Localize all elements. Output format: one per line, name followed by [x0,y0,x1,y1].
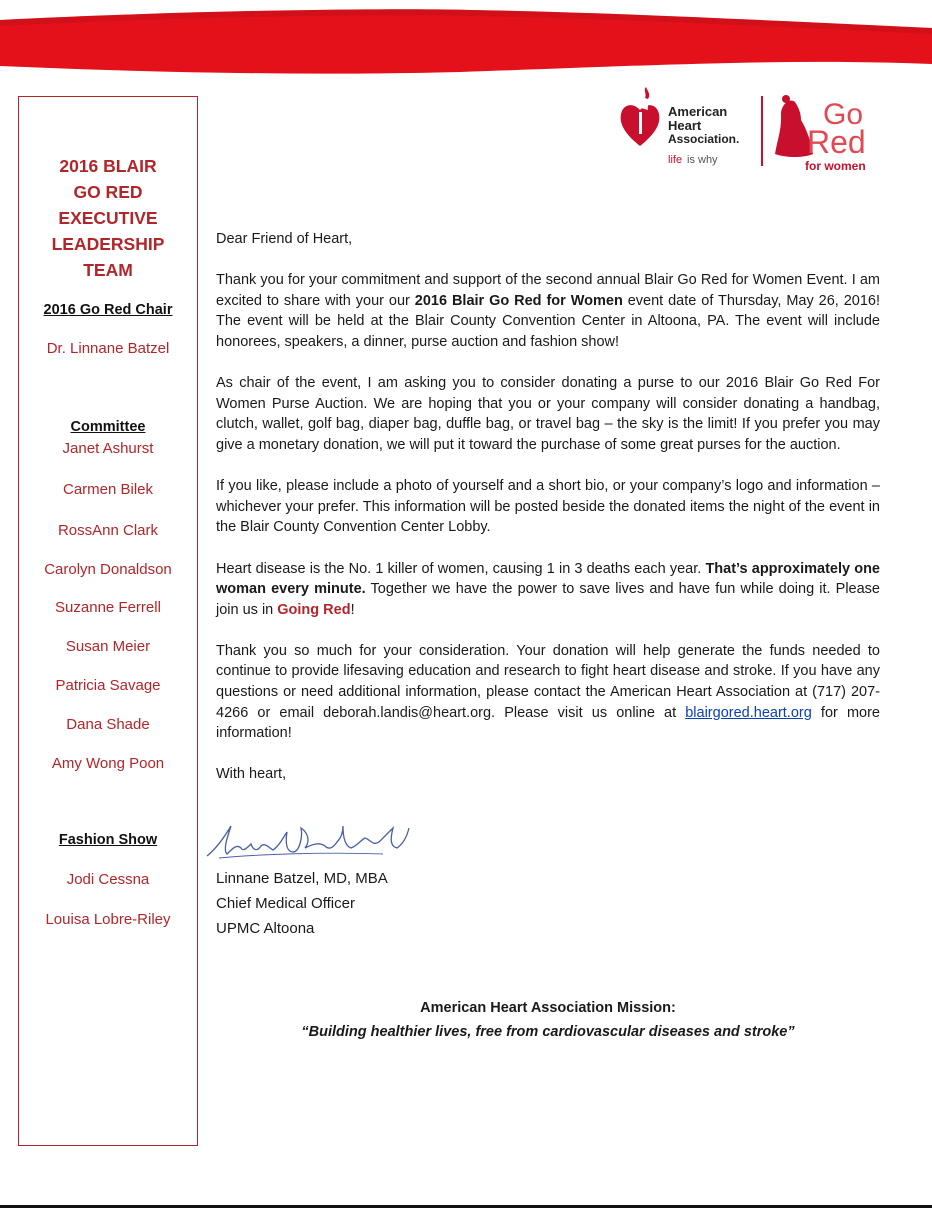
paragraph-2: As chair of the event, I am asking you to consider donating a purse to our 2016 Blair Go Red For Women Purse Auction. We are hoping that you or your company will consider donating a handbag, clutch, wallet, golf bag, diaper bag, duffle bag, or travel bag – the sky is the limit! If you prefer you may give a monetary donation, we will put it toward the purchase of some great purses for the auction. [216,375,880,453]
sidebar-title-line: LEADERSHIP [51,234,165,254]
aha-tagline-life: life [668,154,683,166]
go-red-go: Go [823,98,864,131]
sidebar-title-line: GO RED [73,182,143,202]
committee-member: Janet Ashurst [62,440,154,457]
handwritten-signature [203,818,415,866]
committee-member: Amy Wong Poon [51,755,165,772]
aha-text-3: Association. [668,132,740,146]
fashion-heading: Fashion Show [58,832,158,848]
p4-text-b: Together we have the power to save lives and have fun while doing it. Please join us in [216,581,880,618]
paragraph-5 [216,641,880,744]
p5-text-b: for more information! [216,704,880,742]
aha-text-1: American [668,104,728,119]
p1-text-a: Thank you for your commitment and support of the second annual Blair Go Red for Women Event. I am excited to share with your our [216,272,880,309]
mission-section [216,996,880,1044]
paragraph-1 [216,270,880,352]
committee-heading: Committee [70,419,146,435]
going-red-text: Going Red [277,601,351,618]
aha-tagline-rest: is why [687,154,718,166]
mission-heading: American Heart Association Mission: [420,1000,676,1016]
committee-member: Carolyn Donaldson [44,561,172,578]
mission-statement: “Building healthier lives, free from cardiovascular diseases and stroke” [301,1024,795,1040]
signer-org: UPMC Altoona [216,920,315,937]
greeting: Dear Friend of Heart, [216,231,353,247]
letter-body [216,229,880,806]
committee-member: Dana Shade [66,716,150,733]
committee-member: Patricia Savage [55,677,161,694]
committee-member: Susan Meier [65,638,151,655]
p1-text-b: event date of Thursday, May 26, 2016! The event will be held at the Blair County Convention Center in Altoona, PA. The event will include honorees, speakers, a dinner, purse auction and fashion show! [216,292,880,350]
sidebar-title-line: 2016 BLAIR [59,156,157,176]
sidebar-title [19,153,197,283]
aha-go-red-logo [615,84,885,174]
aha-text-2: Heart [668,118,702,133]
p4-text-a: Heart disease is the No. 1 killer of women, causing 1 in 3 deaths each year. [216,560,706,577]
website-link[interactable]: blairgored.heart.org [685,704,812,721]
sidebar-title-line: TEAM [83,260,133,280]
committee-member: RossAnn Clark [57,522,159,539]
signer-block [216,866,388,941]
p5-text-a: Thank you so much for your consideration. Your donation will help generate the funds needed to continue to provide lifesaving education and research to fight heart disease and stroke. If you have any questions or need additional information, please contact the American Heart Association at (717) 207-4266 or email deborah.landis@heart.org. Please visit us online at [216,642,880,721]
chair-heading: 2016 Go Red Chair [43,302,173,318]
bottom-rule [0,1205,932,1208]
signer-title: Chief Medical Officer [216,895,355,912]
sidebar-title-line: EXECUTIVE [58,208,158,228]
committee-member: Carmen Bilek [62,481,154,498]
p1-event-name: 2016 Blair Go Red for Women [414,292,623,309]
closing: With heart, [216,766,287,783]
signer-name: Linnane Batzel, MD, MBA [216,870,388,887]
paragraph-4 [216,559,880,621]
fashion-member: Louisa Lobre-Riley [45,911,171,928]
go-red-for-women: for women [805,159,866,173]
committee-member: Suzanne Ferrell [55,599,161,616]
chair-name: Dr. Linnane Batzel [46,340,170,357]
leadership-sidebar [18,96,198,1146]
go-red-red: Red [807,124,866,160]
fashion-member: Jodi Cessna [66,871,150,888]
logo-graphic [615,84,885,174]
paragraph-3: If you like, please include a photo of yourself and a short bio, or your company’s logo and information – whichever your prefer. This information will be posted beside the donated items the night of the event in the Blair County Convention Center Lobby. [216,478,880,536]
p4-text-c: ! [350,601,355,618]
p4-bold: That’s approximately one woman every minute. [216,560,880,598]
